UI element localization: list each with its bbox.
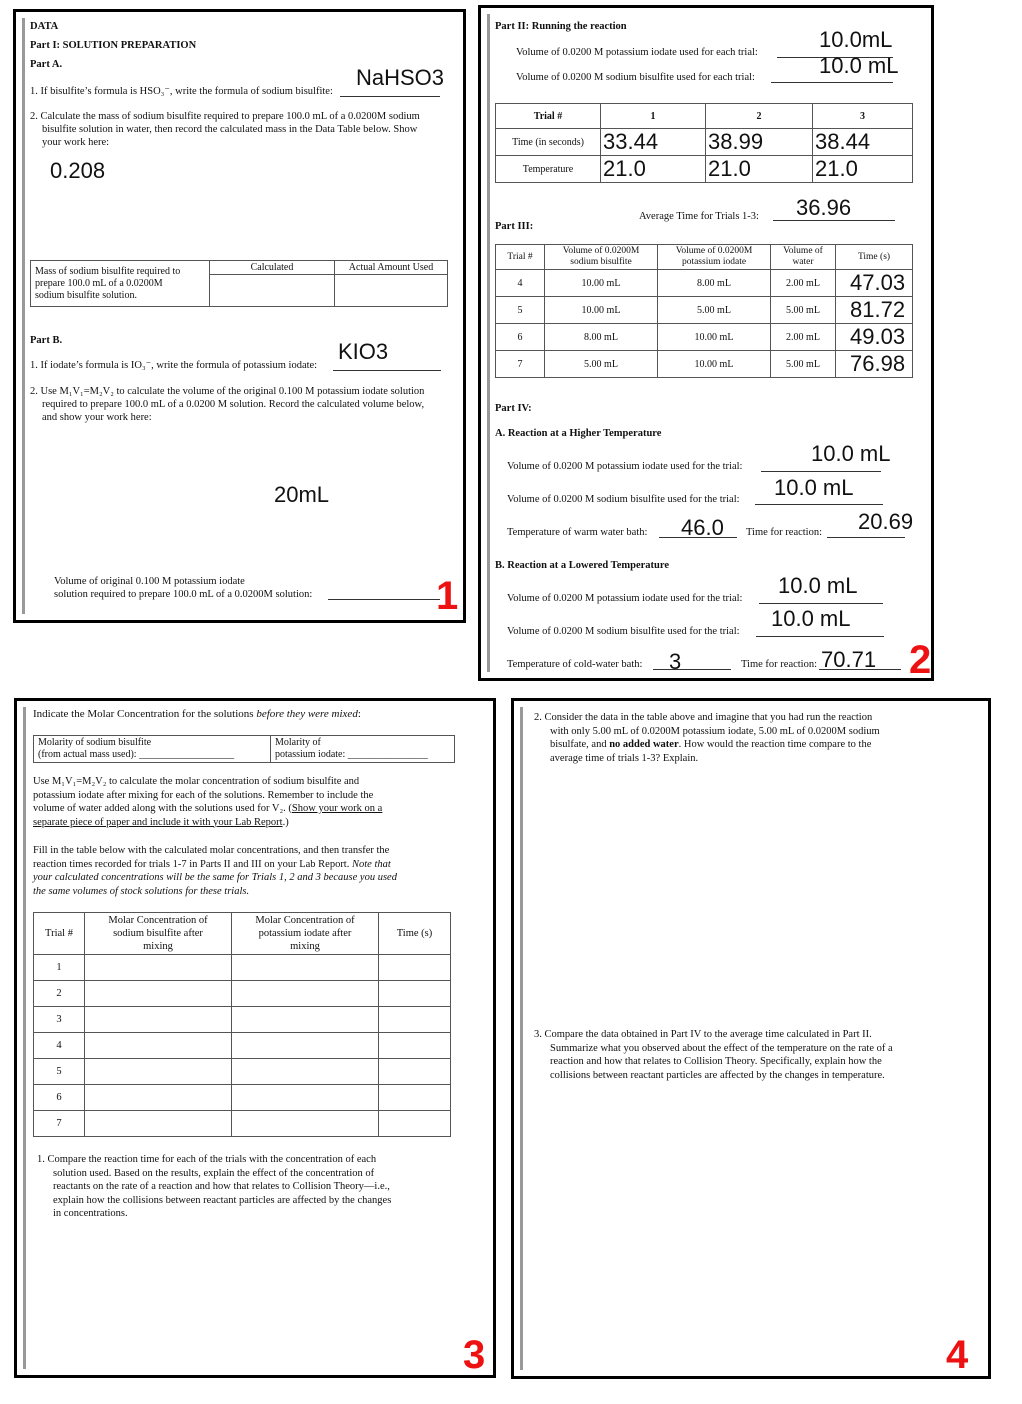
vol-nahso3-answer: 10.0 mL: [819, 53, 899, 78]
iodate-cell: 8.00 mL: [658, 270, 771, 297]
trial-cell: 5: [34, 1059, 85, 1085]
time-cell: 81.72: [836, 297, 913, 324]
water-cell: 2.00 mL: [771, 270, 836, 297]
time-cell: 49.03: [836, 324, 913, 351]
trial-cell: 6: [34, 1085, 85, 1111]
temp-trial-1: 21.0: [601, 156, 706, 183]
intro-text: Indicate the Molar Concentration for the solutions before they were mixed:: [33, 708, 361, 720]
calculated-cell: [210, 275, 335, 307]
p3h-water: Volume of water: [771, 245, 836, 270]
qb2-line2: required to prepare 100.0 mL of a 0.0200 M solution. Record the calculated volume below,: [42, 399, 425, 410]
a-kio3-line: [761, 471, 881, 472]
table-row: [34, 1085, 451, 1111]
part1-label: Part I: SOLUTION PREPARATION: [30, 40, 197, 51]
th-trial-2: 2: [706, 104, 813, 129]
water-cell: 5.00 mL: [771, 297, 836, 324]
b-kio3-answer: 10.0 mL: [778, 573, 858, 598]
mct-h-trial: Trial #: [34, 913, 85, 955]
time-cell: [379, 1085, 451, 1111]
bisulfite-conc-cell: [85, 955, 232, 981]
time-cell: [379, 1033, 451, 1059]
a-time-answer: 20.69: [858, 509, 914, 534]
bisulfite-conc-cell: [85, 1085, 232, 1111]
panel-1: [13, 9, 466, 623]
q2-answer: 0.208: [50, 158, 106, 183]
avg-label: Average Time for Trials 1-3:: [639, 211, 759, 222]
trial-cell: 5: [496, 297, 545, 324]
b-nahso3-line: [756, 636, 884, 637]
vol-kio3-answer: 10.0mL: [819, 27, 893, 52]
iodate-conc-cell: [232, 955, 379, 981]
iodate-conc-cell: [232, 1111, 379, 1137]
molarity-bisulfite-cell: Molarity of sodium bisulfite (from actual mass used): ___________________: [34, 736, 271, 763]
table-row: [34, 955, 451, 981]
a-time-label: Time for reaction:: [746, 527, 823, 538]
bisulfite-cell: 10.00 mL: [545, 270, 658, 297]
molarity-table: [33, 735, 455, 763]
q1-text: 1. If bisulfite’s formula is HSO₃⁻, write the formula of sodium bisulfite:: [30, 86, 333, 97]
time-trial-2: 38.99: [706, 129, 813, 156]
time-trial-1: 33.44: [601, 129, 706, 156]
b-temp-label: Temperature of cold-water bath:: [507, 659, 643, 670]
th-trial-1: 1: [601, 104, 706, 129]
b-nahso3-label: Volume of 0.0200 M sodium bisulfite used for the trial:: [507, 626, 740, 637]
a-kio3-answer: 10.0 mL: [811, 441, 891, 466]
a-nahso3-line: [755, 504, 883, 505]
panel-number-2: 2: [909, 638, 932, 682]
p3h-bisulfite: Volume of 0.0200M sodium bisulfite: [545, 245, 658, 270]
a-temp-label: Temperature of warm water bath:: [507, 527, 648, 538]
part4-label: Part IV:: [495, 403, 532, 414]
partB4-label: B. Reaction at a Lowered Temperature: [495, 560, 670, 571]
molar-concentration-table: [33, 912, 451, 1137]
bisulfite-cell: 8.00 mL: [545, 324, 658, 351]
iodate-conc-cell: [232, 1085, 379, 1111]
a-nahso3-answer: 10.0 mL: [774, 475, 854, 500]
vol-nahso3-label: Volume of 0.0200 M sodium bisulfite used for each trial:: [516, 72, 755, 83]
bisulfite-conc-cell: [85, 981, 232, 1007]
p3h-time: Time (s): [836, 245, 913, 270]
partA4-label: A. Reaction at a Higher Temperature: [495, 428, 662, 439]
time-cell: 47.03: [836, 270, 913, 297]
iodate-conc-cell: [232, 1059, 379, 1085]
water-cell: 5.00 mL: [771, 351, 836, 378]
molarity-iodate-cell: Molarity of potassium iodate: ________________: [271, 736, 455, 763]
part2-label: Part II: Running the reaction: [495, 21, 627, 32]
a-kio3-label: Volume of 0.0200 M potassium iodate used for the trial:: [507, 461, 743, 472]
data-label: DATA: [30, 21, 59, 32]
q2-line2: bisulfite solution in water, then record the calculated mass in the Data Table below. Show: [42, 124, 418, 135]
bisulfite-cell: 5.00 mL: [545, 351, 658, 378]
vol-answer-line: [328, 599, 440, 600]
b-time-answer: 70.71: [821, 647, 877, 672]
mct-h-bisulfite: Molar Concentration of sodium bisulfite after mixing: [85, 913, 232, 955]
question-1: 1. Compare the reaction time for each of the trials with the concentration of each solution used. Based on the results, explain the effect of the concentration of reactants on the rate of a reaction and how that relates to Collision Theory—i.e., explain how the collisions between reactant particles are affected by the changes in concentrations.: [37, 1154, 392, 1219]
table-row: [34, 1007, 451, 1033]
mct-h-iodate: Molar Concentration of potassium iodate after mixing: [232, 913, 379, 955]
q1-answer: NaHSO3: [356, 65, 445, 90]
time-cell: [379, 1111, 451, 1137]
table-row: [496, 324, 913, 351]
table-row: [34, 1111, 451, 1137]
partA-label: Part A.: [30, 59, 63, 70]
bisulfite-conc-cell: [85, 1033, 232, 1059]
part3-label: Part III:: [495, 221, 534, 232]
th-trial: Trial #: [496, 104, 601, 129]
qb2-line3: and show your work here:: [42, 412, 152, 423]
question-3: 3. Compare the data obtained in Part IV to the average time calculated in Part II. Summarize what you observed about the effect of the temperature on the rate of a reaction and how that relates to Collision Theory. Specifically, explain how the collisions between reactant particles are affected by the changes in temperature.: [534, 1029, 893, 1081]
mass-table: [30, 260, 448, 307]
vol-nahso3-line: [771, 82, 893, 83]
a-time-line: [827, 537, 905, 538]
temp-label: Temperature: [496, 156, 601, 183]
fill-paragraph: Fill in the table below with the calculated molar concentrations, and then transfer the reaction times recorded for trials 1-7 in Parts II and III on your Lab Report. Note that your calculated concentrations will be the same for Trials 1, 2 and 3 because you used the same volumes of stock solutions for these trials.: [33, 845, 397, 897]
part3-table: [495, 244, 913, 378]
vol-line1: Volume of original 0.100 M potassium iodate: [54, 576, 245, 587]
mass-row-label: Mass of sodium bisulfite required to prepare 100.0 mL of a 0.0200M sodium bisulfite solution.: [31, 261, 210, 307]
iodate-conc-cell: [232, 981, 379, 1007]
mct-h-time: Time (s): [379, 913, 451, 955]
qb1-answer-line: [333, 370, 441, 371]
qb1-text: 1. If iodate’s formula is IO₃⁻, write the formula of potassium iodate:: [30, 360, 318, 371]
p3h-trial: Trial #: [496, 245, 545, 270]
col-actual: Actual Amount Used: [335, 261, 448, 275]
b-temp-answer: 3: [669, 649, 682, 674]
avg-answer: 36.96: [796, 195, 852, 220]
b-time-label: Time for reaction:: [741, 659, 818, 670]
trial-cell: 7: [496, 351, 545, 378]
question-2: 2. Consider the data in the table above and imagine that you had run the reaction with only 5.00 mL of 0.0200M potassium iodate, 5.00 mL of 0.0200M sodium bisulfate, and no added water. How would the reaction time compare to the average time of trials 1-3? Explain.: [534, 712, 880, 764]
actual-cell: [335, 275, 448, 307]
th-trial-3: 3: [813, 104, 913, 129]
a-nahso3-label: Volume of 0.0200 M sodium bisulfite used for the trial:: [507, 494, 740, 505]
trial-table: [495, 103, 913, 183]
water-cell: 2.00 mL: [771, 324, 836, 351]
time-cell: [379, 955, 451, 981]
table-row: [34, 1059, 451, 1085]
panel-number-1: 1: [436, 574, 459, 618]
qb2-answer: 20mL: [274, 482, 330, 507]
time-cell: [379, 981, 451, 1007]
table-row: [496, 270, 913, 297]
temp-trial-2: 21.0: [706, 156, 813, 183]
time-label: Time (in seconds): [496, 129, 601, 156]
iodate-cell: 5.00 mL: [658, 297, 771, 324]
qb1-answer: KIO3: [338, 339, 389, 364]
time-cell: [379, 1059, 451, 1085]
a-temp-answer: 46.0: [681, 515, 724, 540]
trial-cell: 1: [34, 955, 85, 981]
table-row: [496, 351, 913, 378]
b-kio3-label: Volume of 0.0200 M potassium iodate used for the trial:: [507, 593, 743, 604]
time-trial-3: 38.44: [813, 129, 913, 156]
table-row: [34, 1033, 451, 1059]
q2-line3: your work here:: [42, 137, 110, 148]
panel-number-3: 3: [463, 1333, 486, 1377]
b-temp-line: [653, 669, 731, 670]
panel-3: [14, 698, 496, 1378]
time-cell: [379, 1007, 451, 1033]
iodate-cell: 10.00 mL: [658, 324, 771, 351]
trial-cell: 7: [34, 1111, 85, 1137]
bisulfite-conc-cell: [85, 1059, 232, 1085]
bisulfite-cell: 10.00 mL: [545, 297, 658, 324]
vol-kio3-label: Volume of 0.0200 M potassium iodate used for each trial:: [516, 47, 758, 58]
trial-cell: 3: [34, 1007, 85, 1033]
panel-4: [511, 698, 991, 1379]
bisulfite-conc-cell: [85, 1111, 232, 1137]
panel-number-4: 4: [946, 1333, 969, 1377]
time-cell: 76.98: [836, 351, 913, 378]
use-paragraph: Use M₁V₁=M₂V₂ to calculate the molar concentration of sodium bisulfite and potassium iodate after mixing for each of the solutions. Remember to include the volume of water added along with the solutions used for V₂. (Show your work on a separate piece of paper and include it with your Lab Report.): [33, 776, 383, 828]
iodate-cell: 10.00 mL: [658, 351, 771, 378]
vol-line2: solution required to prepare 100.0 mL of a 0.0200M solution:: [54, 589, 313, 600]
temp-trial-3: 21.0: [813, 156, 913, 183]
col-calculated: Calculated: [210, 261, 335, 275]
partB-label: Part B.: [30, 335, 63, 346]
b-nahso3-answer: 10.0 mL: [771, 606, 851, 631]
trial-cell: 4: [496, 270, 545, 297]
bisulfite-conc-cell: [85, 1007, 232, 1033]
b-kio3-line: [759, 603, 883, 604]
table-row: [34, 981, 451, 1007]
table-row: [496, 297, 913, 324]
qb2-line1: 2. Use M₁V₁=M₂V₂ to calculate the volume of the original 0.100 M potassium iodate solution: [30, 386, 425, 397]
panel-2: [478, 5, 934, 681]
p3h-iodate: Volume of 0.0200M potassium iodate: [658, 245, 771, 270]
iodate-conc-cell: [232, 1007, 379, 1033]
q1-answer-line: [340, 96, 440, 97]
iodate-conc-cell: [232, 1033, 379, 1059]
trial-cell: 2: [34, 981, 85, 1007]
q2-line1: 2. Calculate the mass of sodium bisulfite required to prepare 100.0 mL of a 0.0200M sodium: [30, 111, 420, 122]
trial-cell: 4: [34, 1033, 85, 1059]
trial-cell: 6: [496, 324, 545, 351]
